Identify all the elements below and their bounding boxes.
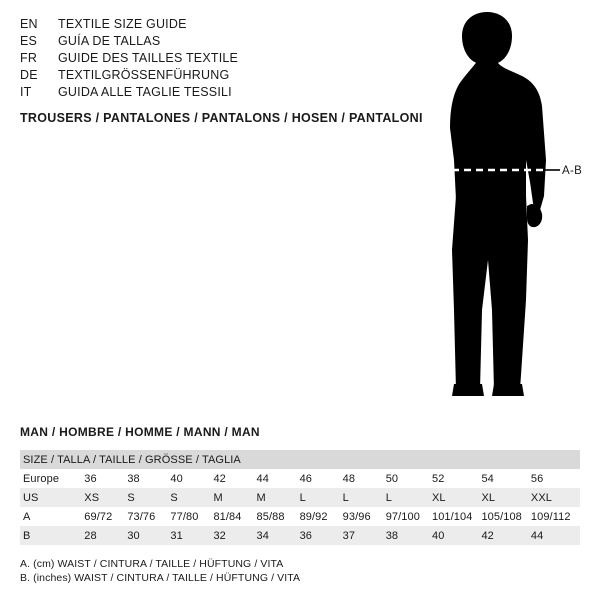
cell: 38 <box>386 526 432 545</box>
table-row-header <box>20 450 580 469</box>
cell: 54 <box>481 472 494 485</box>
language-code: EN <box>20 17 38 31</box>
cell: L <box>343 488 386 507</box>
row-label: US <box>20 488 84 507</box>
footnotes <box>20 557 300 585</box>
cell: XL <box>481 488 530 507</box>
cell: S <box>170 488 213 507</box>
cell: 109/112 <box>530 510 571 523</box>
measure-label-ab: A-B <box>562 165 583 177</box>
cell: 40 <box>432 526 481 545</box>
cell: 28 <box>84 526 127 545</box>
language-row <box>20 50 350 67</box>
table-row <box>20 507 580 526</box>
cell: 40 <box>170 472 183 485</box>
cell: 97/100 <box>385 510 420 523</box>
language-title: GUIDE DES TAILLES TEXTILE <box>58 51 239 65</box>
cell: M <box>213 488 256 507</box>
cell: 50 <box>385 472 399 485</box>
size-table <box>20 450 580 545</box>
language-row <box>20 16 350 33</box>
language-code: DE <box>20 68 38 82</box>
cell: 32 <box>213 526 256 545</box>
language-row <box>20 67 350 84</box>
cell: 38 <box>127 472 140 485</box>
language-code: IT <box>20 85 32 99</box>
footnote-a: A. (cm) WAIST / CINTURA / TAILLE / HÜFTUNG / VITA <box>20 558 284 570</box>
row-label: Europe <box>23 472 60 485</box>
cell: 37 <box>343 526 386 545</box>
cell: 85/88 <box>256 510 285 523</box>
cell: 48 <box>342 472 356 485</box>
cell: 52 <box>431 472 445 485</box>
cell: 36 <box>300 526 343 545</box>
row-label: B <box>20 526 84 545</box>
table-header-label: SIZE / TALLA / TAILLE / GRÖSSE / TAGLIA <box>20 450 580 469</box>
cell: L <box>386 488 432 507</box>
table-row <box>20 469 580 488</box>
cell: 34 <box>257 526 300 545</box>
cell: L <box>300 488 343 507</box>
row-label: A <box>23 510 31 523</box>
language-row <box>20 84 350 101</box>
cell: 44 <box>256 472 269 485</box>
table-title: MAN / HOMBRE / HOMME / MANN / MAN <box>20 425 260 439</box>
cell: S <box>127 488 170 507</box>
section-title: TROUSERS / PANTALONES / PANTALONS / HOSEN / PANTALONI <box>20 111 423 125</box>
cell: 42 <box>481 526 530 545</box>
language-code: ES <box>20 34 38 48</box>
cell: XXL <box>531 488 580 507</box>
cell: 69/72 <box>84 510 113 523</box>
language-title: GUIDA ALLE TAGLIE TESSILI <box>58 85 232 99</box>
cell: 105/108 <box>481 510 522 523</box>
cell: 31 <box>170 526 213 545</box>
cell: 36 <box>84 472 97 485</box>
cell: 30 <box>127 526 170 545</box>
language-title: TEXTILGRÖSSENFÜHRUNG <box>58 68 230 82</box>
table-row <box>20 526 580 545</box>
cell: 101/104 <box>431 510 473 523</box>
cell: M <box>257 488 300 507</box>
man-silhouette-icon <box>400 10 590 410</box>
cell: 73/76 <box>127 510 156 523</box>
cell: 81/84 <box>213 510 242 523</box>
cell: 42 <box>213 472 226 485</box>
cell: XS <box>84 488 127 507</box>
footnote-b: B. (inches) WAIST / CINTURA / TAILLE / HÜFTUNG / VITA <box>20 572 301 584</box>
language-header-block <box>20 16 350 101</box>
cell: 44 <box>531 526 580 545</box>
cell: 56 <box>530 472 544 485</box>
cell: XL <box>432 488 481 507</box>
cell: 46 <box>299 472 313 485</box>
table-row <box>20 488 580 507</box>
cell: 89/92 <box>299 510 328 523</box>
figure-silhouette <box>400 10 590 410</box>
language-title: GUÍA DE TALLAS <box>58 34 161 48</box>
language-row <box>20 33 350 50</box>
language-code: FR <box>20 51 38 65</box>
cell: 93/96 <box>342 510 371 523</box>
cell: 77/80 <box>170 510 199 523</box>
language-title: TEXTILE SIZE GUIDE <box>58 17 187 31</box>
